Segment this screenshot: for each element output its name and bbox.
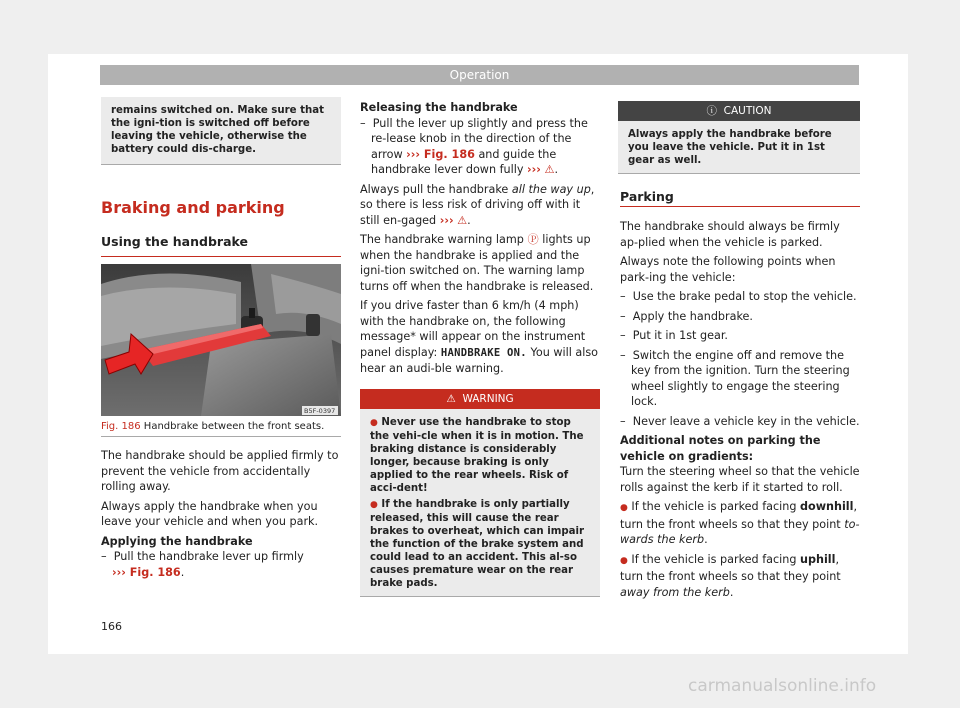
continued-note-box: remains switched on. Make sure that the igni-tion is switched off before leaving the vehicle, otherwise the battery could dis-charge. xyxy=(101,97,341,165)
watermark: carmanualsonline.info xyxy=(688,676,877,696)
caption-text: Handbrake between the front seats. xyxy=(143,421,325,432)
pull-all-the-way: Always pull the handbrake all the way up, so there is less risk of driving off with it still en-gaged ››› ⚠. xyxy=(360,182,595,227)
warning-triangle-icon: ⚠ xyxy=(544,163,555,176)
parking-step: – Put it in 1st gear. xyxy=(620,329,728,342)
para-handbrake-firm: The handbrake should be applied firmly to prevent the vehicle from accidentally rolling away. xyxy=(101,449,339,493)
gradients-text: Turn the steering wheel so that the vehicle rolls against the kerb if it started to roll. xyxy=(620,465,860,494)
section-title: Braking and parking xyxy=(101,198,285,217)
releasing-title: Releasing the handbrake xyxy=(360,101,518,114)
downhill-note: ● If the vehicle is parked facing downhill, turn the front wheels so that they point to-wards the kerb. xyxy=(620,500,860,546)
parking-intro: The handbrake should always be firmly ap-plied when the vehicle is parked. xyxy=(620,220,840,249)
warning-label: WARNING xyxy=(462,392,514,405)
warning-link[interactable]: ››› xyxy=(439,213,454,227)
display-message: HANDBRAKE ON. xyxy=(440,346,527,359)
parking-intro-2: Always note the following points when park-ing the vehicle: xyxy=(620,255,836,284)
figure-code: B5F-0397 xyxy=(304,407,336,415)
parking-rule xyxy=(620,206,860,207)
warning-lamp-text: The handbrake warning lamp Ⓟ lights up when the handbrake is applied and the igni-tion switched on. The warning lamp turns off when the handbrake is released. xyxy=(360,233,594,293)
caption-fig-ref: Fig. 186 xyxy=(101,421,141,432)
brake-warning-lamp-icon: Ⓟ xyxy=(527,233,539,246)
subsection-title: Using the handbrake xyxy=(101,234,248,249)
parking-step: – Switch the engine off and remove the key from the ignition. Turn the steering wheel slightly to engage the steering lock. xyxy=(620,348,850,408)
applying-title: Applying the handbrake xyxy=(101,534,253,548)
warning-box xyxy=(360,389,600,597)
release-step: – Pull the lever up slightly and press the re-lease knob in the direction of the arrow ››› Fig. 186 and guide the handbrake lever down fully ››› ⚠. xyxy=(360,116,588,176)
gradients-title: Additional notes on parking the vehicle on gradients: xyxy=(620,434,821,463)
warning-link[interactable]: ››› xyxy=(527,163,541,176)
subsection-rule xyxy=(101,256,341,257)
applying-step: – Pull the handbrake lever up firmly ››› Fig. 186. xyxy=(101,550,304,579)
warning-item: ● Never use the handbrake to stop the vehi-cle when it is in motion. The braking distance is considerably longer, because braking is only applied to the rear wheels. Risk of acci-dent! xyxy=(370,416,584,494)
parking-title: Parking xyxy=(620,189,674,204)
para-always-apply: Always apply the handbrake when you leave your vehicle and when you park. xyxy=(101,499,319,528)
page-header: Operation xyxy=(100,65,859,85)
parking-step: – Apply the handbrake. xyxy=(620,309,753,323)
fig-186-link[interactable]: ››› Fig. 186 xyxy=(112,565,181,579)
page-number: 166 xyxy=(101,620,122,633)
speed-message-text: If you drive faster than 6 km/h (4 mph) with the handbrake on, the following message* will appear on the instrument panel display: HANDBRAKE ON. You will also hear an audi-ble warning. xyxy=(360,299,599,375)
figure-caption xyxy=(101,420,341,437)
parking-step: – Use the brake pedal to stop the vehicle. xyxy=(620,290,857,303)
uphill-note: ● If the vehicle is parked facing uphill, turn the front wheels so that they point away from the kerb. xyxy=(620,552,841,599)
warning-item: ● If the handbrake is only partially released, this will cause the rear brakes to overheat, which can impair the function of the brake system and could lead to an accident. This al-so causes premature wear on the rear brake pads. xyxy=(370,498,585,589)
fig-186-link[interactable]: ››› Fig. 186 xyxy=(406,147,475,161)
caution-icon: ⓘ xyxy=(706,105,717,117)
warning-triangle-icon: ⚠ xyxy=(446,392,456,405)
caution-text: Always apply the handbrake before you leave the vehicle. Put it in 1st gear as well. xyxy=(618,121,860,174)
caution-box xyxy=(618,101,860,174)
handbrake-figure xyxy=(101,264,341,416)
parking-step: – Never leave a vehicle key in the vehicle. xyxy=(620,414,860,428)
caution-label: CAUTION xyxy=(723,105,772,117)
warning-triangle-icon: ⚠ xyxy=(457,213,468,227)
